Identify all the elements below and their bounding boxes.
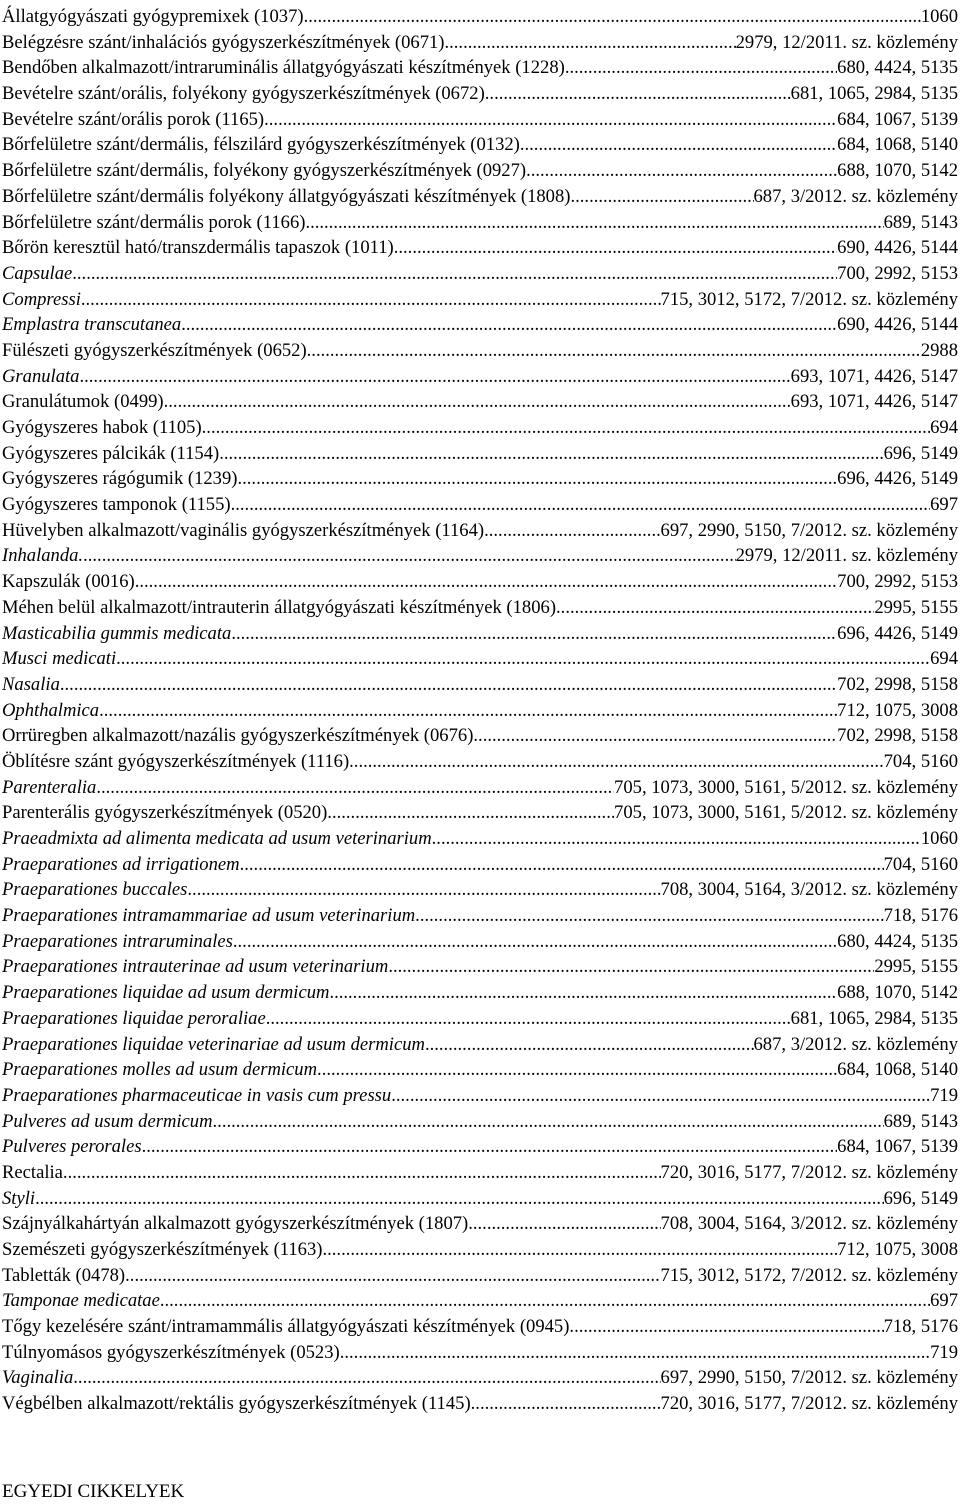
entry-term: Emplastra transcutanea [2,314,182,336]
index-entry [2,1160,958,1186]
dot-leader [135,569,837,595]
entry-page-refs: 712, 1075, 3008 [837,699,958,721]
entry-page-refs: 696, 5149 [883,1187,958,1209]
dot-leader [570,184,753,210]
entry-term: Praeparationes intrauterinae ad usum veterinarium [2,956,389,978]
dot-leader [391,1083,930,1109]
dot-leader [237,466,837,492]
index-entry [2,1134,958,1160]
index-entry [2,723,958,749]
index-entry [2,107,958,133]
entry-term: Túlnyomásos gyógyszerkészítmények (0523) [2,1341,340,1363]
dot-leader [444,30,735,56]
entry-page-refs: 705, 1073, 3000, 5161, 5/2012. sz. közlemény [614,776,958,798]
entry-page-refs: 684, 1068, 5140 [837,1059,958,1081]
index-entry [2,132,958,158]
entry-page-refs: 715, 3012, 5172, 7/2012. sz. közlemény [660,1264,958,1286]
index-entry [2,569,958,595]
index-entry [2,184,958,210]
dot-leader [181,312,837,338]
dot-leader [327,800,614,826]
index-entry [2,1006,958,1032]
index-entry [2,312,958,338]
index-entry [2,441,958,467]
entry-term: Praeparationes ad irrigationem [2,853,240,875]
entry-page-refs: 2988 [920,339,958,361]
entry-page-refs: 697, 2990, 5150, 7/2012. sz. közlemény [660,519,958,541]
index-entry [2,261,958,287]
dot-leader [240,852,884,878]
entry-page-refs: 680, 4424, 5135 [837,57,958,79]
dot-leader [231,621,837,647]
index-list [2,4,958,1417]
dot-leader [317,1057,837,1083]
index-entry [2,1391,958,1417]
dot-leader [485,81,791,107]
entry-page-refs: 690, 4426, 5144 [837,237,958,259]
dot-leader [73,1365,660,1391]
dot-leader [340,1340,930,1366]
dot-leader [187,877,660,903]
dot-leader [415,903,883,929]
dot-leader [556,595,874,621]
index-entry [2,852,958,878]
index-entry [2,621,958,647]
dot-leader [388,954,874,980]
dot-leader [233,929,837,955]
entry-term: Praeparationes liquidae ad usum dermicum [2,982,330,1004]
dot-leader [219,441,883,467]
index-entry [2,877,958,903]
entry-page-refs: 700, 2992, 5153 [837,262,958,284]
entry-term: Praeparationes buccales [2,879,188,901]
index-entry [2,1288,958,1314]
entry-term: Praeparationes pharmaceuticae in vasis cum pressu [2,1084,392,1106]
index-entry [2,492,958,518]
entry-page-refs: 687, 3/2012. sz. közlemény [753,185,958,207]
dot-leader [266,1006,791,1032]
index-entry [2,672,958,698]
entry-term: Gyógyszeres rágógumik (1239) [2,468,238,490]
entry-term: Tabletták (0478) [2,1264,126,1286]
dot-leader [305,210,883,236]
index-entry [2,1186,958,1212]
entry-term: Pulveres ad usum dermicum [2,1110,213,1132]
entry-term: Bőrfelületre szánt/dermális porok (1166) [2,211,306,233]
entry-term: Praeparationes intraruminales [2,930,233,952]
index-entry [2,466,958,492]
dot-leader [231,492,931,518]
entry-term: Bőrfelületre szánt/dermális, folyékony gyógyszerkészítmények (0927) [2,160,527,182]
entry-term: Praeadmixta ad alimenta medicata ad usum veterinarium [2,828,432,849]
dot-leader [565,55,837,81]
index-entry [2,55,958,81]
dot-leader [35,1186,884,1212]
index-entry [2,1109,958,1135]
entry-term: Tőgy kezelésére szánt/intramammális állatgyógyászati készítmények (0945) [2,1316,570,1338]
index-entry [2,210,958,236]
dot-leader [468,1211,660,1237]
dot-leader [394,235,837,261]
entry-page-refs: 719 [930,1084,958,1106]
index-entry [2,1057,958,1083]
entry-page-refs: 687, 3/2012. sz. közlemény [753,1033,958,1055]
entry-term: Tamponae medicatae [2,1290,160,1312]
entry-term: Musci medicati [2,648,117,670]
dot-leader [473,723,837,749]
entry-term: Kapszulák (0016) [2,571,135,593]
entry-term: Nasalia [2,673,60,695]
dot-leader [96,775,614,801]
dot-leader [164,389,791,415]
entry-page-refs: 2979, 12/2011. sz. közlemény [735,545,958,567]
entry-page-refs: 702, 2998, 5158 [837,673,958,695]
dot-leader [202,415,930,441]
section-title: EGYEDI CIKKELYEK [2,1481,185,1502]
entry-page-refs: 704, 5160 [883,853,958,875]
entry-page-refs: 2995, 5155 [874,956,958,978]
index-entry [2,1083,958,1109]
entry-page-refs: 684, 1067, 5139 [837,108,958,130]
entry-term: Bőrön keresztül ható/transzdermális tapaszok (1011) [2,237,394,259]
entry-page-refs: 696, 5149 [883,442,958,464]
entry-page-refs: 690, 4426, 5144 [837,314,958,336]
dot-leader [79,364,790,390]
index-entry [2,158,958,184]
entry-page-refs: 696, 4426, 5149 [837,622,958,644]
dot-leader [304,4,921,30]
entry-term: Praeparationes liquidae peroraliae [2,1007,266,1029]
entry-page-refs: 684, 1068, 5140 [837,134,958,156]
index-entry [2,415,958,441]
dot-leader [471,1391,661,1417]
entry-term: Orrüregben alkalmazott/nazális gyógyszerkészítmények (0676) [2,725,474,747]
entry-page-refs: 712, 1075, 3008 [837,1239,958,1260]
entry-page-refs: 708, 3004, 5164, 3/2012. sz. közlemény [660,1213,958,1235]
entry-page-refs: 2995, 5155 [874,596,958,618]
entry-term: Granulata [2,365,80,387]
index-entry [2,518,958,544]
dot-leader [72,261,837,287]
entry-term: Inhalanda. [2,545,84,567]
entry-term: Állatgyógyászati gyógypremixek (1037) [2,6,304,27]
index-entry [2,595,958,621]
entry-page-refs: 697, 2990, 5150, 7/2012. sz. közlemény [660,1367,958,1389]
entry-term: Méhen belül alkalmazott/intrauterin állatgyógyászati készítmények (1806) [2,596,557,618]
index-entry [2,800,958,826]
entry-term: Granulátumok (0499) [2,391,164,413]
dot-leader [116,646,930,672]
entry-term: Gyógyszeres tamponok (1155) [2,494,231,516]
entry-term: Praeparationes liquidae veterinariae ad usum dermicum [2,1033,425,1055]
index-entry [2,364,958,390]
dot-leader [99,698,837,724]
entry-term: Ophthalmica [2,699,100,721]
entry-page-refs: 718, 5176 [883,905,958,927]
dot-leader [81,287,661,313]
entry-term: Rectalia [2,1161,63,1183]
entry-term: Bőrfelületre szánt/dermális, félszilárd gyógyszerkészítmények (0132) [2,134,520,156]
entry-term: Capsulae [2,262,73,284]
entry-page-refs: 715, 3012, 5172, 7/2012. sz. közlemény [660,288,958,310]
entry-term: Bőrfelületre szánt/dermális folyékony állatgyógyászati készítmények (1808) [2,185,571,207]
dot-leader [142,1134,838,1160]
entry-term: Szájnyálkahártyán alkalmazott gyógyszerkészítmények (1807) [2,1213,469,1235]
entry-term: Gyógyszeres pálcikák (1154) [2,442,220,464]
entry-page-refs: 689, 5143 [883,211,958,233]
dot-leader [213,1109,884,1135]
entry-page-refs: 696, 4426, 5149 [837,468,958,490]
entry-page-refs: 2979, 12/2011. sz. közlemény [735,31,958,53]
entry-term: Styli [2,1187,36,1209]
dot-leader [160,1288,930,1314]
index-entry [2,980,958,1006]
entry-page-refs: 693, 1071, 4426, 5147 [790,391,958,413]
index-entry [2,929,958,955]
index-entry [2,81,958,107]
index-entry [2,1263,958,1289]
index-entry [2,1340,958,1366]
entry-term: Hüvelyben alkalmazott/vaginális gyógyszerkészítmények (1164) [2,519,485,541]
entry-term: Bendőben alkalmazott/intraruminális állatgyógyászati készítmények (1228) [2,57,565,79]
dot-leader [322,1237,837,1263]
entry-page-refs: 1060 [920,6,958,27]
index-entry [2,903,958,929]
index-entry [2,389,958,415]
index-entry [2,235,958,261]
index-entry [2,954,958,980]
entry-page-refs: 1060 [920,828,958,849]
entry-page-refs: 694 [930,417,958,438]
dot-leader [484,518,660,544]
dot-leader [83,543,736,569]
entry-page-refs: 681, 1065, 2984, 5135 [790,83,958,105]
entry-term: Parenterális gyógyszerkészítmények (0520) [2,802,328,824]
entry-term: Szemészeti gyógyszerkészítmények (1163) [2,1239,323,1260]
dot-leader [425,1032,754,1058]
entry-term: Masticabilia gummis medicata [2,622,232,644]
entry-term: Bevételre szánt/orális, folyékony gyógyszerkészítmények (0672) [2,83,485,105]
dot-leader [526,158,837,184]
entry-term: Bevételre szánt/orális porok (1165) [2,108,265,130]
index-entry [2,1314,958,1340]
index-entry [2,1211,958,1237]
entry-page-refs: 702, 2998, 5158 [837,725,958,747]
index-entry [2,30,958,56]
entry-term: Pulveres perorales [2,1136,142,1158]
entry-term: Compressi [2,288,81,310]
entry-page-refs: 719 [930,1341,958,1363]
entry-page-refs: 697 [930,494,958,516]
index-entry [2,1237,958,1263]
entry-page-refs: 688, 1070, 5142 [837,160,958,182]
entry-page-refs: 680, 4424, 5135 [837,930,958,952]
index-entry [2,1365,958,1391]
entry-term: Praeparationes intramammariae ad usum veterinarium [2,905,416,927]
dot-leader [349,749,883,775]
index-entry [2,4,958,30]
dot-leader [432,826,921,852]
entry-page-refs: 705, 1073, 3000, 5161, 5/2012. sz. közlemény [614,802,958,824]
entry-page-refs: 720, 3016, 5177, 7/2012. sz. közlemény [660,1393,958,1415]
entry-term: Parenteralia [2,776,97,798]
entry-page-refs: 700, 2992, 5153 [837,571,958,593]
entry-page-refs: 708, 3004, 5164, 3/2012. sz. közlemény [660,879,958,901]
dot-leader [569,1314,883,1340]
entry-page-refs: 693, 1071, 4426, 5147 [790,365,958,387]
entry-term: Végbélben alkalmazott/rektális gyógyszerkészítmények (1145) [2,1393,471,1415]
entry-page-refs: 688, 1070, 5142 [837,982,958,1004]
entry-page-refs: 720, 3016, 5177, 7/2012. sz. közlemény [660,1161,958,1183]
index-entry [2,543,958,569]
entry-term: Belégzésre szánt/inhalációs gyógyszerkészítmények (0671) [2,31,445,53]
dot-leader [125,1263,660,1289]
index-entry [2,646,958,672]
entry-page-refs: 697 [930,1290,958,1312]
index-entry [2,749,958,775]
entry-term: Praeparationes molles ad usum dermicum [2,1059,318,1081]
index-entry [2,775,958,801]
dot-leader [264,107,837,133]
entry-page-refs: 681, 1065, 2984, 5135 [790,1007,958,1029]
index-entry [2,287,958,313]
entry-term: Öblítésre szánt gyógyszerkészítmények (1116) [2,750,350,772]
entry-page-refs: 718, 5176 [883,1316,958,1338]
entry-term: Fülészeti gyógyszerkészítmények (0652) [2,339,307,361]
entry-page-refs: 684, 1067, 5139 [837,1136,958,1158]
entry-page-refs: 704, 5160 [883,750,958,772]
dot-leader [63,1160,661,1186]
dot-leader [520,132,837,158]
entry-page-refs: 689, 5143 [883,1110,958,1132]
entry-term: Vaginalia [2,1367,74,1389]
entry-term: Gyógyszeres habok (1105) [2,417,202,438]
dot-leader [329,980,837,1006]
index-entry [2,338,958,364]
dot-leader [60,672,837,698]
entry-page-refs: 694 [930,648,958,670]
index-entry [2,1032,958,1058]
dot-leader [307,338,921,364]
index-entry [2,826,958,852]
index-entry [2,698,958,724]
